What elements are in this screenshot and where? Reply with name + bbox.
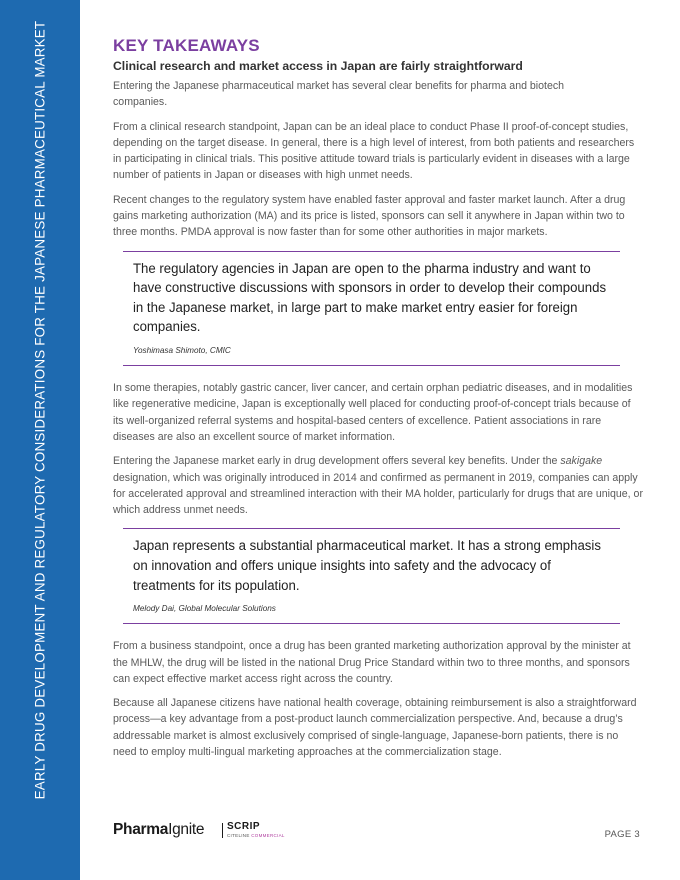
quote-attribution: Melody Dai, Global Molecular Solutions — [133, 604, 276, 614]
scrip-logo: SCRIP — [227, 821, 261, 832]
sidebar-title: EARLY DRUG DEVELOPMENT AND REGULATORY CONSIDERATIONS FOR THE JAPANESE PHARMACEUTICAL MARKET — [32, 20, 48, 800]
body-paragraph: In some therapies, notably gastric cancer, liver cancer, and certain orphan pediatric diseases, and in modalities like regenerative medicine, Japan is exceptionally well placed for conducting proof-of-concept trials because of its well-organized referral systems and hospital-based centers of excellence. Patient associations in rare diseases are also an excellent source of market information. — [113, 382, 633, 443]
body-paragraph — [113, 453, 643, 518]
section-label: KEY TAKEAWAYS — [113, 36, 260, 55]
logo-ignite-text: Ignite — [168, 821, 205, 838]
sidebar — [0, 0, 80, 880]
pharma-ignite-logo — [113, 821, 204, 839]
page-number: PAGE 3 — [604, 829, 640, 840]
body-paragraph: Because all Japanese citizens have national health coverage, obtaining reimbursement is also a straightforward process—a key advantage from a post-product launch commercialization perspective. And, because a drug’s addressable market is almost exclusively comprised of single-language, Japanese-born patients, there is no need to employ multi-lingual marketing approaches at the commercialization stage. — [113, 697, 637, 758]
body-paragraph: Entering the Japanese pharmaceutical market has several clear benefits for pharma and biotech companies. — [113, 80, 565, 109]
logo-citeline-text: CITELINE — [227, 833, 250, 838]
main-content — [113, 36, 643, 768]
quote-attribution: Yoshimasa Shimoto, CMIC — [133, 346, 231, 356]
footer — [113, 820, 643, 844]
paragraph-text: designation, which was originally introduced in 2014 and confirmed as permanent in 2019, companies can apply for accelerated approval and streamlined interaction with their MA holder, particularly for drugs that are unique, or which address unmet needs. — [113, 471, 643, 517]
citeline-logo — [227, 833, 285, 838]
logo-divider — [222, 823, 223, 838]
quote-text: Japan represents a substantial pharmaceutical market. It has a strong emphasis on innovation and offers unique insights into safety and the advocacy of treatments for its population. — [133, 538, 601, 594]
paragraph-text: Entering the Japanese market early in drug development offers several key benefits. Under the — [113, 455, 561, 468]
body-paragraph: From a business standpoint, once a drug has been granted marketing authorization approval by the minister at the MHLW, the drug will be listed in the national Drug Price Standard within two to three months, and sponsors can expect effective market access right across the country. — [113, 640, 631, 685]
sakigake-term: sakigake — [560, 455, 603, 468]
body-paragraph: From a clinical research standpoint, Japan can be an ideal place to conduct Phase II proof-of-concept studies, depending on the target disease. In general, there is a high level of interest, from both patients and researchers in participating in clinical trials. This positive attitude toward trials is particularly evident in diseases with a large number of patients in Japan or diseases with high unmet needs. — [113, 120, 635, 182]
pull-quote — [123, 528, 620, 624]
subheading: Clinical research and market access in Japan are fairly straightforward — [113, 59, 523, 73]
quote-text: The regulatory agencies in Japan are open to the pharma industry and want to have constructive discussions with sponsors in order to develop their compounds in the Japanese market, in large part to make market entry easier for foreign companies. — [133, 260, 607, 336]
logo-commercial-text: COMMERCIAL — [251, 833, 285, 838]
body-paragraph: Recent changes to the regulatory system have enabled faster approval and faster market launch. After a drug gains marketing authorization (MA) and its price is listed, sponsors can sell it anywhere in Japan within two to three months. PMDA approval is now faster than for some other authorities in major markets. — [113, 193, 626, 239]
pull-quote — [123, 251, 620, 366]
logo-pharma-text: Pharma — [113, 821, 169, 838]
